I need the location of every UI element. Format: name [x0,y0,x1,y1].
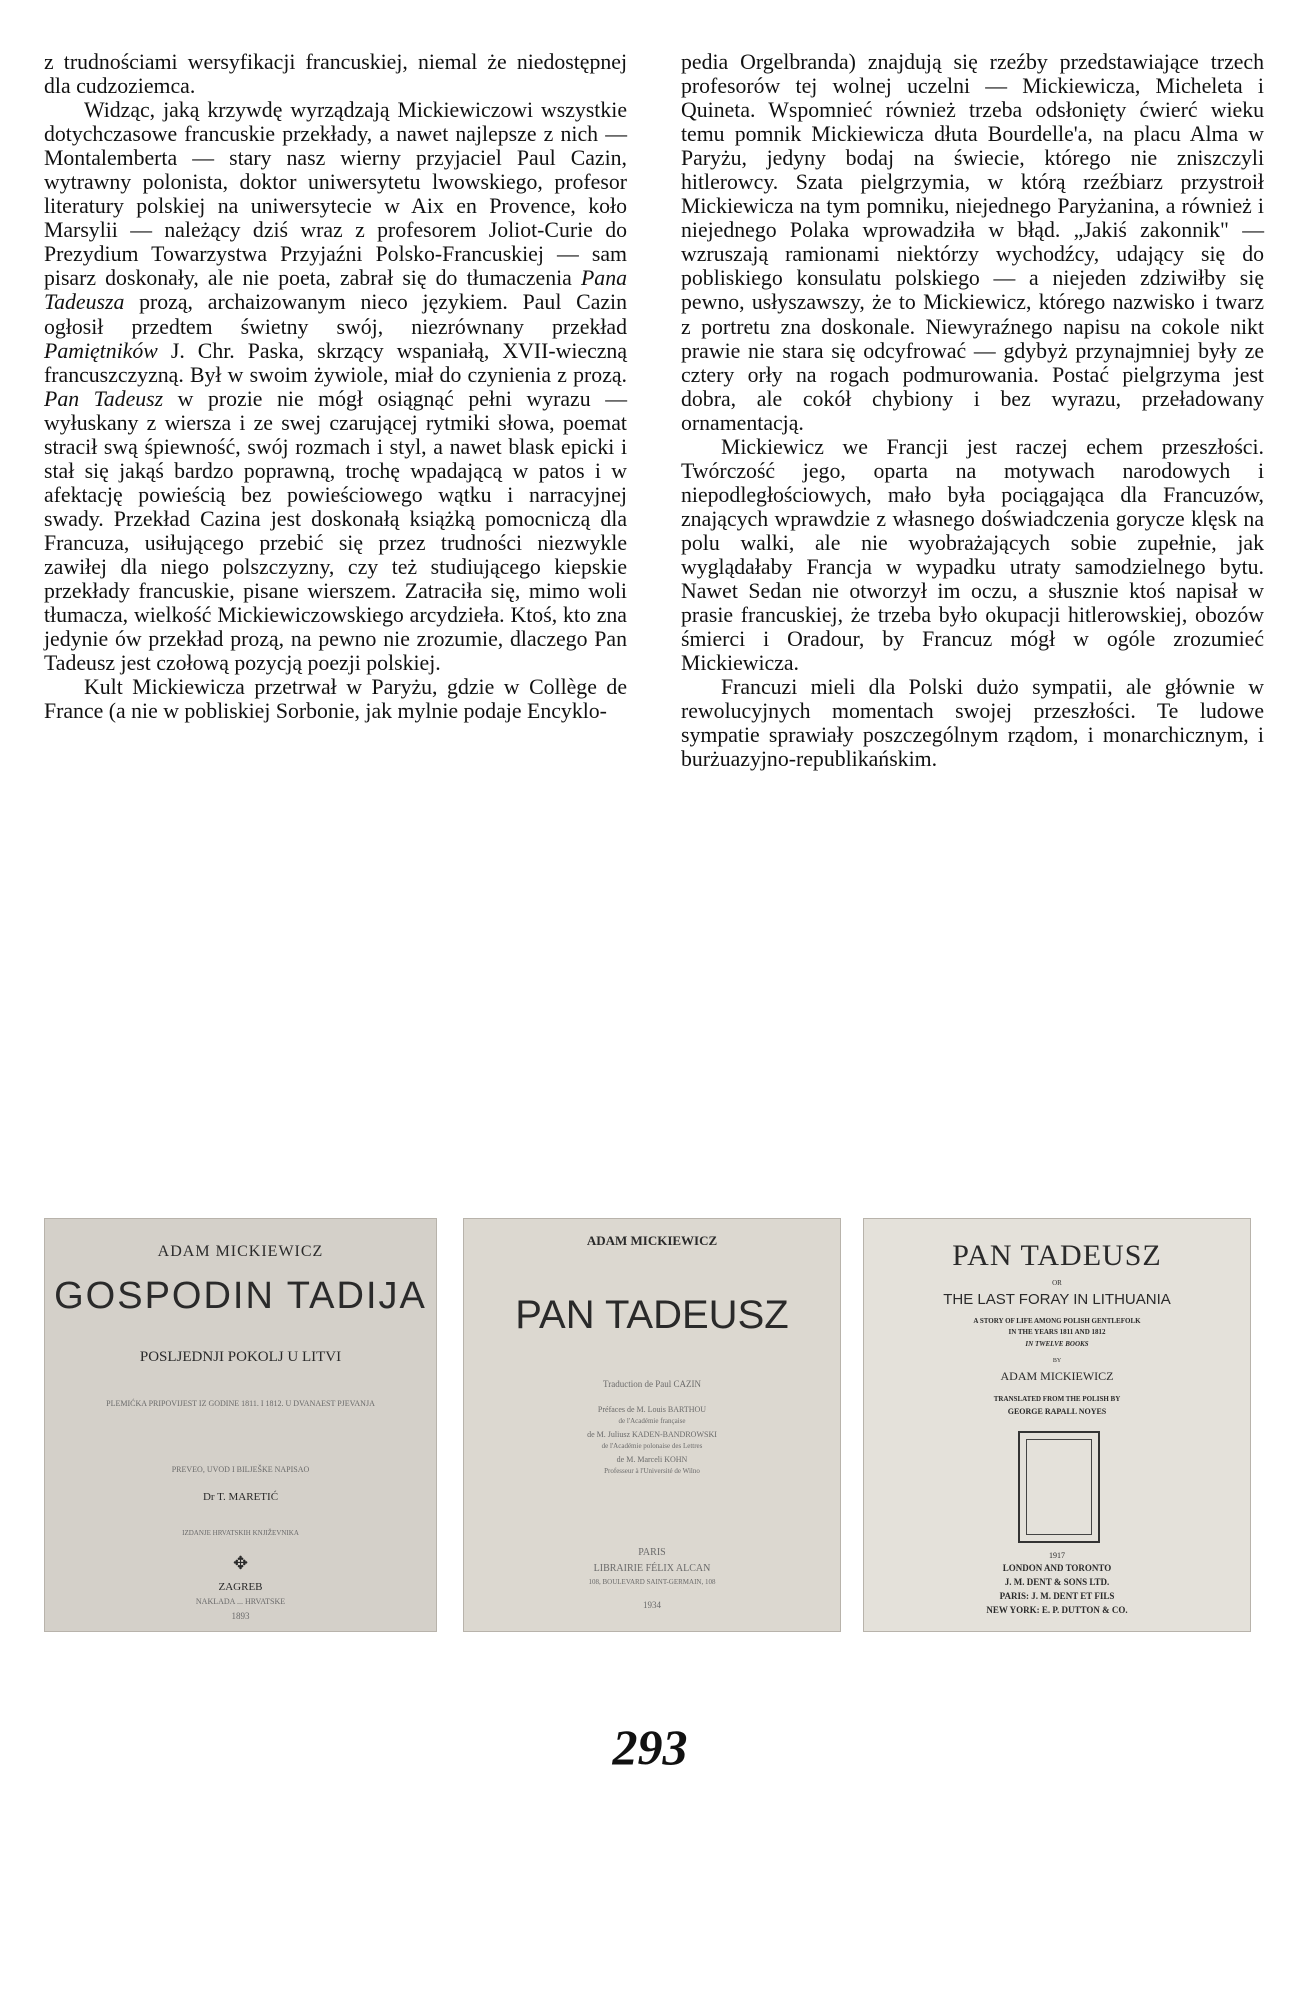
cover-author: ADAM MICKIEWICZ [586,1233,718,1248]
cover-desc: IN TWELVE BOOKS [1025,1340,1089,1348]
cover-translated: TRANSLATED FROM THE POLISH BY [993,1395,1121,1403]
paragraph [44,98,627,675]
text-span: prozą, archaizowanym nieco językiem. Paul Cazin ogłosił przedtem świetny swój, niezrównany przekład [44,290,627,339]
cover-author: ADAM MICKIEWICZ [157,1243,324,1260]
ornament-icon: ✥ [232,1553,249,1573]
book-cover-pan-tadeusz-cazin [463,1218,841,1632]
cover-preface: de M. Juliusz KADEN-BANDROWSKI [587,1430,717,1439]
text-span: w prozie nie mógł osiągnąć pełni wyrazu — wyłuskany z wiersza i ze swej czarującej rytmiki słowa, poemat stracił swą śpiewność, swój rozmach i styl, a nawet blask epicki i stał się jakąś bardzo poprawną, trochę wpadającą w patos i w afektację powieścią bez powieściowego wątku i narracyjnej swady. Przekład Cazina jest doskonałą książką pomocniczą dla Francuza, usiłującego przebić się przez trudności niezwykle zawiłej dla niego polszczyzny, czy też studiującego kiepskie przekłady francuskie, pisane wierszem. Zatraciła się, mimo woli tłumacza, wielkość Mickiewiczowskiego arcydzieła. Ktoś, kto zna jedynie ów przekład prozą, na pewno nie zrozumie, dlaczego Pan Tadeusz jest czołową pozycją poezji polskiej. [44,386,627,676]
paragraph: pedia Orgelbranda) znajdują się rzeźby przedstawiające trzech profesorów tej wolnej uczelni — Mickiewicza, Micheleta i Quineta. Wspomnieć również trzeba odsłonięty ćwierć wieku temu pomnik Mickiewicza dłuta Bourdelle'a, na placu Alma w Paryżu, jedyny bodaj na świecie, którego nie zniszczyli hitlerowcy. Szata pielgrzymia, w którą rzeźbiarz przystroił Mickiewicza na tym pomniku, niejednego Paryżanina, a również i niejednego Polaka wprowadziła w błąd. „Jakiś zakonnik" — wzruszają ramionami niektórzy wychodźcy, udający się do pobliskiego konsulatu polskiego — a niejeden zdziwiłby się pewno, usłyszawszy, że to Mickiewicz, którego nazwisko i twarz z portretu zna doskonale. Niewyraźnego napisu na cokole nikt prawie nie stara się odcyfrować — gdybyż przynajmniej były ze cztery orły na rogach podmurowania. Postać pielgrzyma jest dobra, ale cokół chybiony i bez wyrazu, przeładowany ornamentacją. [681,50,1264,435]
italic-text: Pan Tadeusz [44,386,164,411]
cover-by: BY [1052,1358,1062,1364]
cover-translator-line: PREVEO, UVOD I BILJEŠKE NAPISAO [171,1465,310,1474]
cover-preface: de l'Académie polonaise des Lettres [601,1442,703,1450]
cover-publisher: LIBRAIRIE FÉLIX ALCAN [593,1563,711,1574]
text-span: J. Chr. Paska, skrzący wspaniałą, XVII-wieczną francuszczyzną. Był w swoim żywiole, miał do czynienia z prozą. [44,338,627,387]
cover-title: PAN TADEUSZ [952,1239,1162,1272]
book-cover-gospodin-tadija [44,1218,437,1632]
cover-address: 108, BOULEVARD SAINT-GERMAIN, 108 [588,1578,716,1586]
book-cover-pan-tadeusz-noyes [863,1218,1251,1632]
text-column-left [44,50,627,723]
cover-paris: PARIS: J. M. DENT ET FILS [999,1591,1115,1601]
cover-author: ADAM MICKIEWICZ [1000,1369,1114,1383]
publisher-emblem [1018,1431,1100,1543]
text-span: Widząc, jaką krzywdę wyrządzają Mickiewiczowi wszystkie dotychczasowe francuskie przekłady, a nawet najlepsze z nich — Montalemberta — stary nasz wierny przyjaciel Paul Cazin, wytrawny polonista, doktor uniwersytetu lwowskiego, profesor literatury polskiej na uniwersytecie w Aix en Provence, koło Marsylii — należący dziś wraz z profesorem Joliot-Curie do Prezydium Towarzystwa Przyjaźni Polsko-Francuskiej — sam pisarz doskonały, ale nie poeta, zabrał się do tłumaczenia [44,98,627,291]
cover-newyork: NEW YORK: E. P. DUTTON & CO. [986,1605,1128,1615]
paragraph: z trudnościami wersyfikacji francuskiej, niemal że niedostępnej dla cudzoziemca. [44,50,627,99]
cover-translator: GEORGE RAPALL NOYES [1007,1407,1107,1416]
paragraph: Kult Mickiewicza przetrwał w Paryżu, gdzie w Collège de France (a nie w pobliskiej Sorbonie, jak mylnie podaje Encyklo- [44,675,627,724]
cover-subtitle: THE LAST FORAY IN LITHUANIA [943,1291,1171,1308]
cover-publisher: J. M. DENT & SONS LTD. [1004,1577,1110,1587]
italic-text: Pana Tadeusza [44,266,627,315]
cover-city: ZAGREB [218,1581,263,1593]
paragraph: Francuzi mieli dla Polski dużo sympatii, ale głównie w rewolucyjnych momentach swojej przeszłości. Te ludowe sympatie sprawiały poszczególnym rządom, i monarchicznym, i burżuazyjno-republikańskim. [681,675,1264,772]
cover-or: OR [1052,1279,1062,1287]
text-column-right [681,50,1264,771]
cover-subtitle: POSLJEDNJI POKOLJ U LITVI [139,1349,342,1365]
cover-preface: Professeur à l'Université de Wilno [604,1467,700,1475]
page-number: 293 [612,1719,688,1775]
cover-preface: Préfaces de M. Louis BARTHOU [597,1405,707,1414]
cover-city: PARIS [638,1547,666,1558]
cover-series: IZDANJE HRVATSKIH KNJIŽEVNIKA [182,1529,299,1537]
cover-title: PAN TADEUSZ [515,1293,789,1337]
cover-year: 1917 [1049,1551,1065,1560]
cover-publisher: NAKLADA ... HRVATSKE [195,1597,286,1606]
paragraph: Mickiewicz we Francji jest raczej echem przeszłości. Twórczość jego, oparta na motywach narodowych i niepodległościowych, mało była pociągająca dla Francuzów, znających wprawdzie z własnego doświadczenia gorycze klęsk na polu walki, ale nie wyobrażających sobie zupełnie, jak wyglądałaby Francja w wypadku utraty samodzielnego bytu. Nawet Sedan nie otworzył im oczu, a słusznie ktoś napisał w prasie francuskiej, że trzeba było okupacji hitlerowskiej, obozów śmierci i Oradour, by Francuz mógł w ogóle zrozumieć Mickiewicza. [681,434,1264,676]
cover-preface: de l'Académie française [618,1417,686,1425]
cover-year: 1893 [231,1611,250,1621]
cover-city: LONDON AND TORONTO [1002,1563,1112,1573]
italic-text: Pamiętników [44,338,158,363]
cover-translator: Dr T. MARETIĆ [202,1491,279,1503]
cover-desc: A STORY OF LIFE AMONG POLISH GENTLEFOLK [973,1317,1141,1325]
cover-translator: Traduction de Paul CAZIN [603,1379,701,1389]
cover-title: GOSPODIN TADIJA [54,1275,427,1317]
cover-line: PLEMIĆKA PRIPOVIJEST IZ GODINE 1811. I 1812. U DVANAEST PJEVANJA [106,1399,375,1408]
cover-desc: IN THE YEARS 1811 AND 1812 [1008,1328,1106,1336]
cover-preface: de M. Marceli KOHN [616,1455,688,1464]
cover-year: 1934 [643,1600,661,1610]
